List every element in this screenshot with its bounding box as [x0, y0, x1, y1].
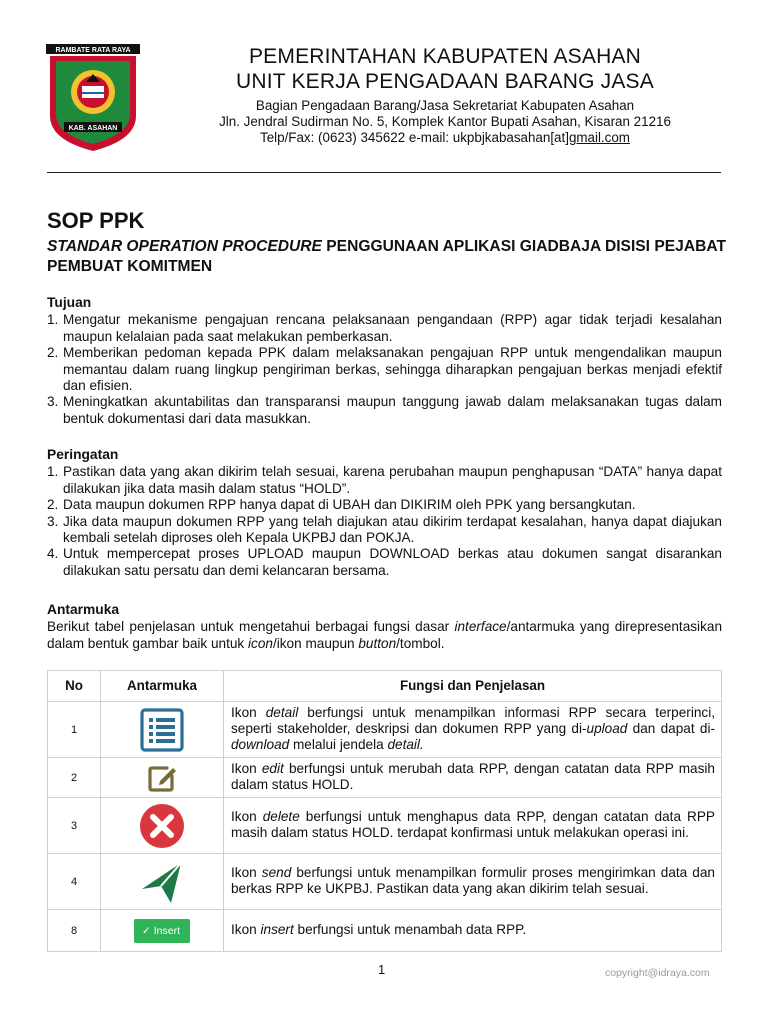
section-heading: Tujuan: [47, 295, 92, 310]
desc-text: dan dapat di-: [627, 720, 715, 736]
header-antarmuka: Antarmuka: [101, 671, 224, 702]
row-icon-cell: [101, 702, 224, 758]
row-number: 1: [48, 702, 101, 758]
row-description: [224, 758, 722, 798]
desc-text: send: [261, 864, 292, 880]
item-number: 2.: [47, 497, 59, 513]
item-number: 1.: [47, 312, 59, 328]
letterhead-phone-email: Telp/Fax: (0623) 345622 e-mail: ukpbjkabasahan[at]: [260, 130, 569, 145]
desc-text: melalui jendela: [289, 736, 388, 752]
item-number: 1.: [47, 464, 59, 480]
section-heading: Antarmuka: [47, 602, 120, 617]
send-icon[interactable]: [139, 859, 185, 905]
item-text: Pastikan data yang akan dikirim telah sesuai, karena perubahan maupun penghapusan “DATA” hanya dapat dilakukan jika data masih dalam status “HOLD”.: [63, 464, 722, 496]
item-number: 3.: [47, 513, 59, 529]
row-number: 2: [48, 758, 101, 798]
item-text: Mengatur mekanisme pengajuan rencana pelaksanaan pengandaan (RPP) agar tidak terjadi kesalahan maupun kelalaian pada saat melakukan pemberkasan.: [63, 312, 722, 344]
letterhead-address: Jln. Jendral Sudirman No. 5, Komplek Kantor Bupati Asahan, Kisaran 21216: [219, 114, 671, 129]
intro-text: button: [358, 635, 397, 651]
tujuan-list: [47, 312, 722, 427]
list-item: [47, 514, 722, 547]
desc-text: berfungsi untuk menampilkan informasi RPP secara terperinci, seperti stakeholder, deskripsi dan dokumen RPP yang di-: [231, 704, 715, 736]
row-icon-cell: [101, 854, 224, 910]
desc-text: berfungsi untuk menampilkan formulir proses mengirimkan data dan berkas RPP ke UKPBJ. Pastikan data yang akan dikirim telah sesuai.: [231, 864, 715, 896]
antarmuka-intro: [47, 619, 722, 652]
section-peringatan: [47, 447, 722, 579]
insert-button[interactable]: [134, 919, 190, 943]
copyright-notice: copyright@idraya.com: [605, 967, 710, 979]
row-icon-cell: [101, 758, 224, 798]
intro-text: /ikon maupun: [272, 635, 359, 651]
row-number: 4: [48, 854, 101, 910]
document-title: SOP PPK: [47, 208, 145, 233]
intro-text: /tombol.: [396, 635, 445, 651]
page-number: 1: [378, 962, 386, 977]
subtitle-rest: PENGGUNAAN APLIKASI GIADBAJA DISISI PEJABAT PEMBUAT KOMITMEN: [47, 238, 726, 275]
svg-text:KAB. ASAHAN: KAB. ASAHAN: [68, 125, 118, 132]
row-number: 8: [48, 910, 101, 952]
item-text: Meningkatkan akuntabilitas dan transparansi maupun tanggung jawab dalam melaksanakan tugas dalam bentuk dokumentasi dari data masukkan.: [63, 394, 722, 426]
desc-text: detail.: [387, 736, 424, 752]
desc-text: upload: [586, 720, 628, 736]
item-number: 4.: [47, 546, 59, 562]
table-header-row: [48, 671, 722, 702]
letterhead-divider: [47, 172, 721, 173]
table-row: [48, 854, 722, 910]
detail-list-icon[interactable]: [140, 708, 184, 752]
row-icon-cell: [101, 910, 224, 952]
section-antarmuka: [47, 602, 722, 652]
item-number: 2.: [47, 345, 59, 361]
list-item: [47, 345, 722, 394]
subtitle-italic: STANDAR OPERATION PROCEDURE: [47, 238, 322, 255]
row-description: [224, 854, 722, 910]
item-text: Memberikan pedoman kepada PPK dalam melaksanakan pengajuan RPP untuk mengendalikan maupun memantau dalam ruang lingkup pengiriman berkas, sehingga diharapkan pengajuan berkas menjadi efektif dan efisien.: [63, 345, 722, 394]
table-row: [48, 702, 722, 758]
table-row: [48, 910, 722, 952]
desc-text: Ikon: [231, 808, 263, 824]
letterhead-department: Bagian Pengadaan Barang/Jasa Sekretariat Kabupaten Asahan: [255, 98, 635, 113]
insert-button-label: Insert: [153, 924, 180, 937]
delete-icon[interactable]: [139, 803, 185, 849]
table-row: [48, 798, 722, 854]
asahan-regency-logo: [46, 44, 140, 152]
row-description: [224, 702, 722, 758]
letterhead-contact: [160, 130, 730, 146]
item-text: Untuk mempercepat proses UPLOAD maupun DOWNLOAD berkas atau dokumen sangat disarankan dilakukan satu persatu dan demi kelancaran bersama.: [63, 546, 722, 578]
desc-text: edit: [261, 760, 284, 776]
document-subtitle: [47, 237, 727, 277]
list-item: [47, 464, 722, 497]
checkmark-icon: ✓: [142, 924, 151, 937]
edit-icon[interactable]: [147, 763, 177, 793]
letterhead: [160, 44, 730, 146]
desc-text: berfungsi untuk menghapus data RPP, dengan catatan data RPP masih dalam status HOLD. terdapat konfirmasi untuk melakukan operasi ini.: [231, 808, 715, 840]
desc-text: insert: [260, 921, 294, 937]
row-description: [224, 798, 722, 854]
desc-text: berfungsi untuk merubah data RPP, dengan catatan data RPP masih dalam status HOLD.: [231, 760, 715, 792]
letterhead-unit: UNIT KERJA PENGADAAN BARANG JASA: [236, 70, 654, 93]
desc-text: berfungsi untuk menambah data RPP.: [293, 921, 527, 937]
list-item: [47, 312, 722, 345]
item-text: Jika data maupun dokumen RPP yang telah diajukan atau dikirim terdapat kesalahan, hanya dapat diajukan kembali setelah diproses oleh Kepala UKPBJ dan POKJA.: [63, 513, 722, 546]
item-number: 3.: [47, 394, 59, 410]
item-text: Data maupun dokumen RPP hanya dapat di UBAH dan DIKIRIM oleh PPK yang bersangkutan.: [63, 497, 636, 513]
list-item: [47, 497, 722, 513]
list-item: [47, 394, 722, 427]
svg-text:RAMBATE RATA RAYA: RAMBATE RATA RAYA: [55, 46, 131, 54]
desc-text: Ikon: [231, 760, 262, 776]
email-link[interactable]: gmail.com: [568, 130, 630, 145]
interface-table: [47, 670, 722, 952]
intro-text: icon: [248, 635, 273, 651]
desc-text: Ikon: [231, 921, 261, 937]
row-description: [224, 910, 722, 952]
header-no: No: [48, 671, 101, 702]
row-icon-cell: [101, 798, 224, 854]
desc-text: detail: [265, 704, 299, 720]
row-number: 3: [48, 798, 101, 854]
table-row: [48, 758, 722, 798]
section-heading: Peringatan: [47, 447, 119, 462]
desc-text: download: [231, 736, 290, 752]
letterhead-government: PEMERINTAHAN KABUPATEN ASAHAN: [248, 45, 642, 68]
intro-text: interface: [454, 619, 507, 635]
intro-text: Berikut tabel penjelasan untuk mengetahui berbagai fungsi dasar: [47, 619, 455, 635]
peringatan-list: [47, 464, 722, 579]
desc-text: Ikon: [231, 704, 266, 720]
section-tujuan: [47, 295, 722, 427]
list-item: [47, 546, 722, 579]
header-fungsi: Fungsi dan Penjelasan: [224, 671, 722, 702]
desc-text: delete: [262, 808, 300, 824]
desc-text: Ikon: [231, 864, 262, 880]
intro-text: /antarmuka yang direpresentasikan dalam bentuk gambar baik untuk: [47, 619, 722, 651]
